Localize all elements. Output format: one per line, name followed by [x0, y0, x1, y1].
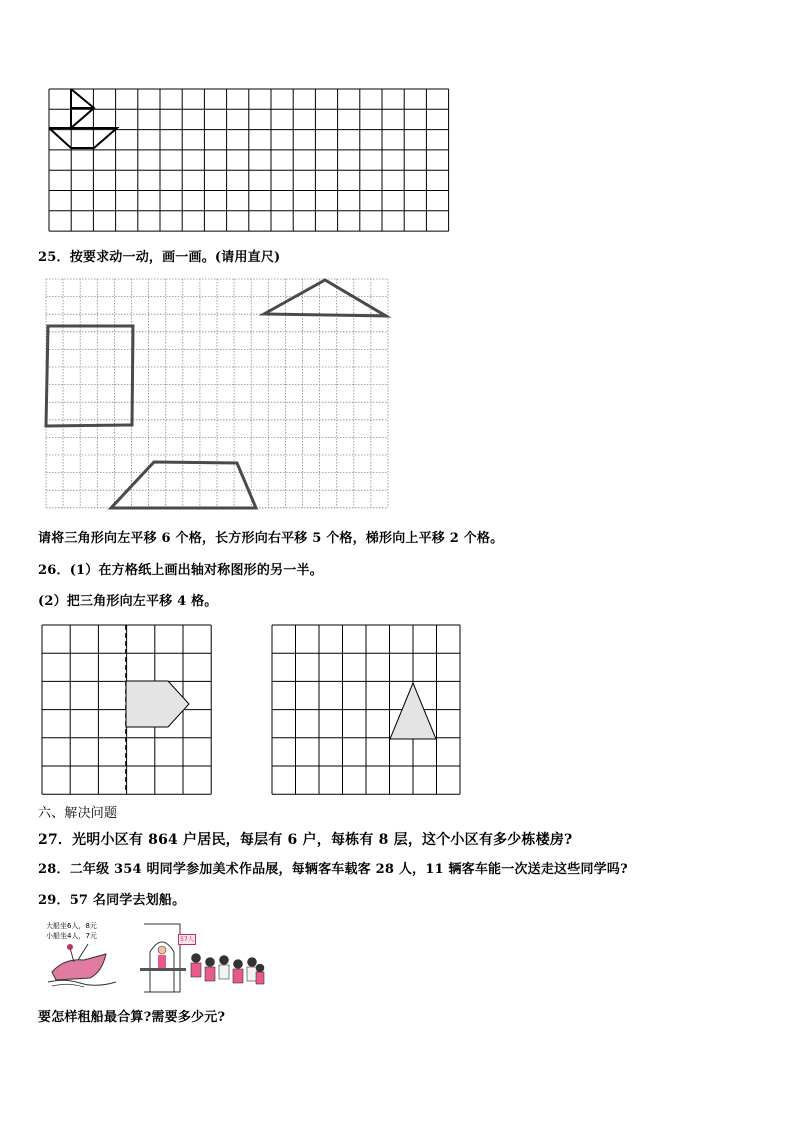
q25-instruction: 请将三角形向左平移 6 个格，长方形向右平移 5 个格，梯形向上平移 2 个格。: [38, 531, 504, 546]
boat-sign: 57人: [178, 934, 196, 945]
students-illustration: [140, 922, 266, 994]
q26-grids: [0, 620, 794, 820]
boat-price-big: 大船坐6人，8元: [46, 922, 97, 930]
section6-title: 六、解决问题: [38, 806, 118, 821]
q26-triangle: [390, 683, 436, 739]
q25-triangle: [264, 280, 386, 316]
boat-price-small: 小船坐4人，7元: [46, 932, 97, 940]
q29-text: 29．57 名同学去划船。: [38, 893, 186, 908]
boat-illustration: [44, 920, 120, 990]
q25-dotted-grid: [0, 270, 794, 530]
q26-grid-left: [0, 0, 200, 200]
q29-question: 要怎样租船最合算?需要多少元?: [38, 1010, 226, 1025]
q27-text: 27．光明小区有 864 户居民，每层有 6 户，每栋有 8 层，这个小区有多少栋楼房?: [38, 832, 573, 848]
q26-line1: 26．(1）在方格纸上画出轴对称图形的另一半。: [38, 563, 323, 578]
q25-title: 25．按要求动一动，画一画。(请用直尺): [38, 250, 281, 265]
q28-text: 28．二年级 354 明同学参加美术作品展，每辆客车载客 28 人，11 辆客车能一次送走这些同学吗?: [38, 862, 628, 877]
q26-line2: (2）把三角形向左平移 4 格。: [38, 594, 218, 609]
q26-half-figure: [126, 681, 189, 727]
q25-rectangle: [46, 326, 133, 426]
